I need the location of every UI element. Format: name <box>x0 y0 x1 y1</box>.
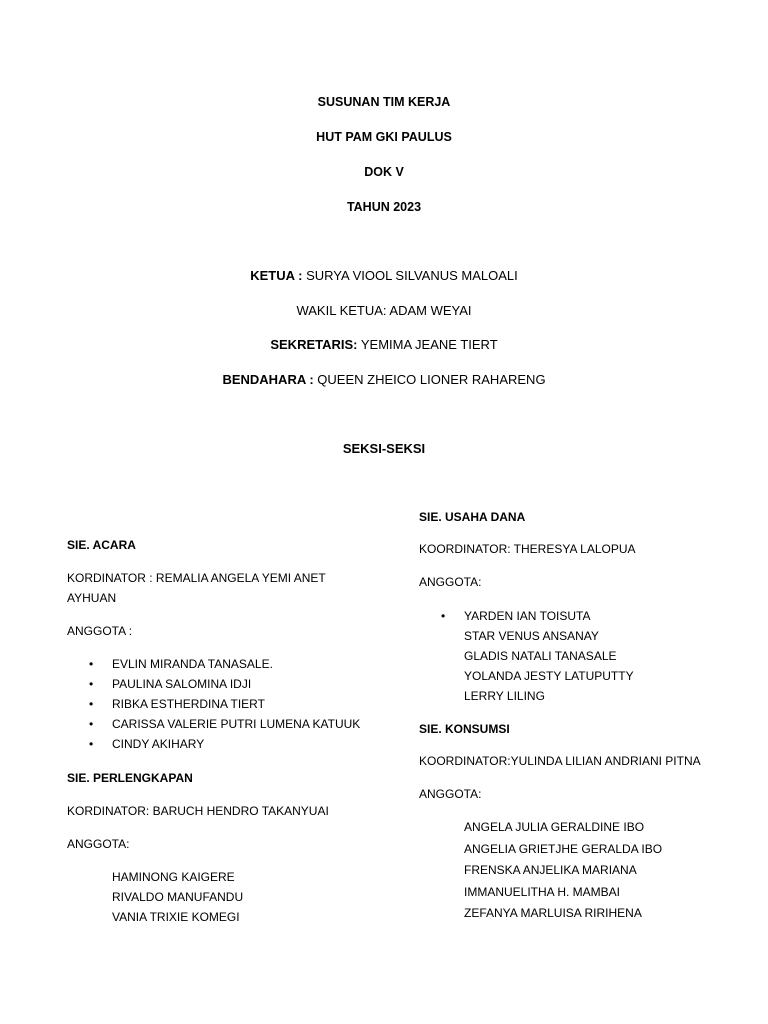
bullet-icon: • <box>89 657 94 671</box>
sie-konsumsi-anggota-label: ANGGOTA: <box>419 787 482 801</box>
list-item: YOLANDA JESTY LATUPUTTY <box>464 669 634 683</box>
bullet-icon: • <box>89 737 94 751</box>
list-item: FRENSKA ANJELIKA MARIANA <box>464 863 637 877</box>
officer-sekretaris-label: SEKRETARIS: <box>270 337 358 352</box>
sie-usaha-dana-koordinator: KOORDINATOR: THERESYA LALOPUA <box>419 542 636 556</box>
list-item: VANIA TRIXIE KOMEGI <box>112 910 240 924</box>
sie-acara-koordinator <box>67 568 326 608</box>
list-item: STAR VENUS ANSANAY <box>464 629 599 643</box>
list-item: • PAULINA SALOMINA IDJI <box>67 674 360 694</box>
sie-acara <box>67 535 136 555</box>
officer-wakil-label: WAKIL KETUA: <box>296 303 387 318</box>
list-item: LERRY LILING <box>464 689 545 703</box>
sie-usaha-dana-anggota-label: ANGGOTA: <box>419 575 482 589</box>
officer-sekretaris-value: YEMIMA JEANE TIERT <box>357 337 498 352</box>
bullet-icon: • <box>89 677 94 691</box>
sie-konsumsi-koordinator: KOORDINATOR:YULINDA LILIAN ANDRIANI PITNA <box>419 754 701 768</box>
title-line-3: DOK V <box>364 165 404 179</box>
list-item: GLADIS NATALI TANASALE <box>464 649 617 663</box>
sie-konsumsi-title: SIE. KONSUMSI <box>419 722 510 736</box>
officer-bendahara-value: QUEEN ZHEICO LIONER RAHARENG <box>313 372 546 387</box>
list-item: • YARDEN IAN TOISUTA <box>419 606 634 626</box>
officer-ketua <box>0 268 768 283</box>
sie-perlengkapan-members <box>67 867 243 927</box>
officer-bendahara <box>0 372 768 387</box>
title-line-1: SUSUNAN TIM KERJA <box>317 95 451 109</box>
sie-konsumsi-members <box>419 817 662 925</box>
sie-usaha-dana-members <box>419 606 634 706</box>
title-line-4: TAHUN 2023 <box>346 200 422 214</box>
sie-acara-koordinator-line2: AYHUAN <box>67 591 117 605</box>
bullet-icon: • <box>89 697 94 711</box>
list-item: • RIBKA ESTHERDINA TIERT <box>67 694 360 714</box>
officer-wakil-value: ADAM WEYAI <box>386 303 472 318</box>
officer-sekretaris <box>0 337 768 352</box>
sie-perlengkapan-koordinator: KORDINATOR: BARUCH HENDRO TAKANYUAI <box>67 804 329 818</box>
sie-perlengkapan-title: SIE. PERLENGKAPAN <box>67 771 193 785</box>
sie-acara-title: SIE. ACARA <box>67 538 136 552</box>
bullet-icon: • <box>441 609 446 623</box>
sie-perlengkapan-anggota-label: ANGGOTA: <box>67 837 130 851</box>
list-item: • CINDY AKIHARY <box>67 734 360 754</box>
list-item: RIVALDO MANUFANDU <box>112 890 244 904</box>
list-item: ZEFANYA MARLUISA RIRIHENA <box>464 906 642 920</box>
officer-ketua-label: KETUA : <box>250 268 303 283</box>
officer-ketua-value: SURYA VIOOL SILVANUS MALOALI <box>302 268 518 283</box>
list-item: • EVLIN MIRANDA TANASALE. <box>67 654 360 674</box>
title-line-2: HUT PAM GKI PAULUS <box>316 130 452 144</box>
list-item: ANGELIA GRIETJHE GERALDA IBO <box>464 841 663 856</box>
bullet-icon: • <box>89 717 94 731</box>
sie-acara-anggota-label: ANGGOTA : <box>67 624 133 638</box>
list-item: ANGELA JULIA GERALDINE IBO <box>464 820 645 834</box>
sie-acara-koordinator-line1: KORDINATOR : REMALIA ANGELA YEMI ANET <box>67 571 326 585</box>
sie-usaha-dana-title: SIE. USAHA DANA <box>419 510 526 524</box>
list-item: • CARISSA VALERIE PUTRI LUMENA KATUUK <box>67 714 360 734</box>
list-item: IMMANUELITHA H. MAMBAI <box>464 884 621 899</box>
sie-acara-members <box>67 654 360 754</box>
officer-wakil-ketua <box>0 303 768 318</box>
section-heading-seksi: SEKSI-SEKSI <box>342 441 426 456</box>
officer-bendahara-label: BENDAHARA : <box>222 372 314 387</box>
list-item: HAMINONG KAIGERE <box>112 870 235 884</box>
